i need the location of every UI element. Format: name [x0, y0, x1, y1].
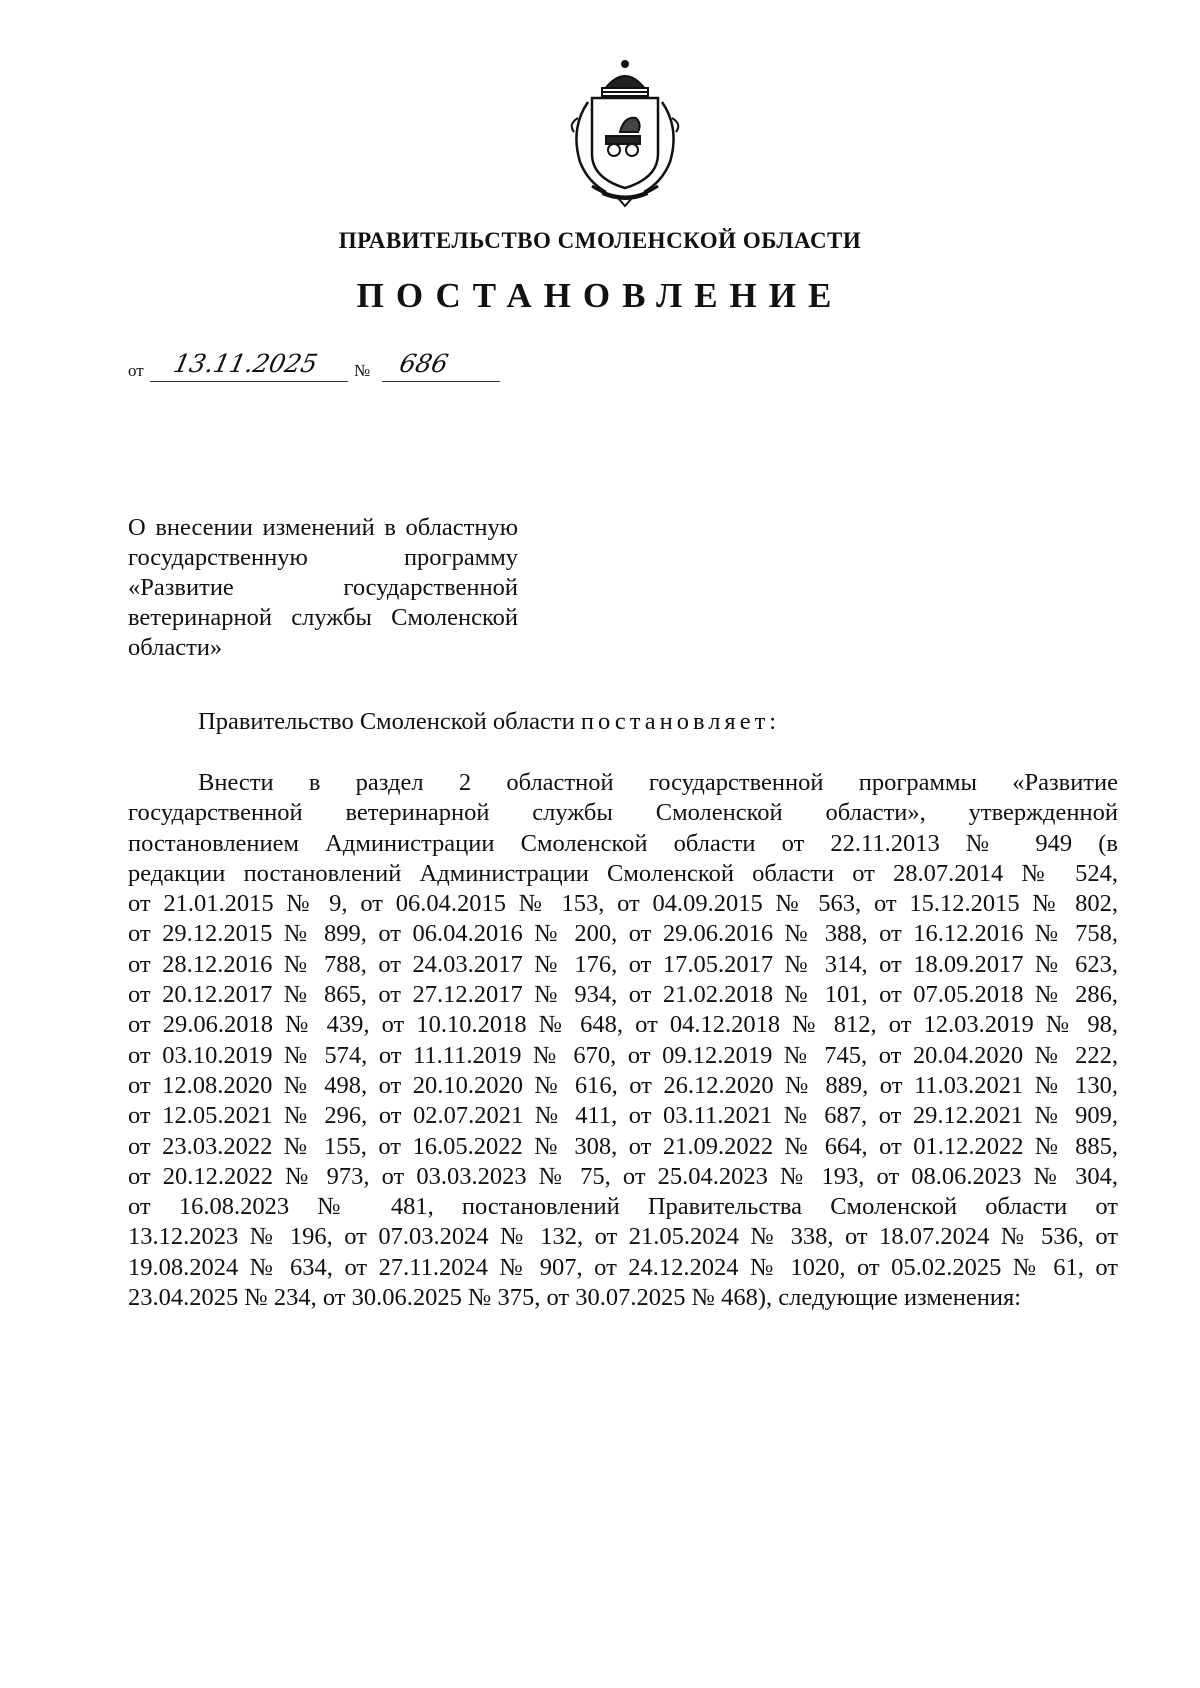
body-line: от 29.12.2015 № 899, от 06.04.2016 № 200, от 29.06.2016 № 388, от 16.12.2016 № 758, — [128, 920, 1118, 948]
body-line: от 23.03.2022 № 155, от 16.05.2022 № 308, от 21.09.2022 № 664, от 01.12.2022 № 885, — [128, 1132, 1118, 1160]
handwritten-number: 686 — [396, 349, 451, 378]
smolensk-coat-of-arms-icon — [562, 58, 688, 208]
body-line: Внести в раздел 2 областной государственной программы «Развитие — [198, 769, 1118, 796]
handwritten-date: 13.11.2025 — [170, 349, 321, 378]
from-label: от — [128, 361, 144, 380]
body-line: от 20.12.2017 № 865, от 27.12.2017 № 934, от 21.02.2018 № 101, от 07.05.2018 № 286, — [128, 981, 1118, 1009]
document-subject: О внесении изменений в областную государственную программу «Развитие государственной ветеринарной службы Смоленской области» — [128, 514, 518, 661]
body-line: от 29.06.2018 № 439, от 10.10.2018 № 648, от 04.12.2018 № 812, от 12.03.2019 № 98, — [128, 1011, 1118, 1039]
body-line: от 21.01.2015 № 9, от 06.04.2015 № 153, от 04.09.2015 № 563, от 15.12.2015 № 802, — [128, 890, 1118, 918]
body-line: от 03.10.2019 № 574, от 11.11.2019 № 670, от 09.12.2019 № 745, от 20.04.2020 № 222, — [128, 1041, 1118, 1069]
decree-verb: постановляет: — [580, 708, 781, 735]
number-label: № — [354, 361, 371, 380]
body-line: редакции постановлений Администрации Смоленской области от 28.07.2014 № 524, — [128, 859, 1118, 887]
organization-name: ПРАВИТЕЛЬСТВО СМОЛЕНСКОЙ ОБЛАСТИ — [338, 228, 862, 253]
document-type-title: ПОСТАНОВЛЕНИЕ — [356, 276, 844, 315]
body-line: 23.04.2025 № 234, от 30.06.2025 № 375, от 30.07.2025 № 468), следующие изменения: — [128, 1284, 1022, 1312]
body-line: 13.12.2023 № 196, от 07.03.2024 № 132, от 21.05.2024 № 338, от 18.07.2024 № 536, от — [128, 1223, 1118, 1251]
body-line: 19.08.2024 № 634, от 27.11.2024 № 907, от 24.12.2024 № 1020, от 05.02.2025 № 61, от — [128, 1253, 1118, 1281]
date-underline — [150, 381, 348, 382]
decree-statement — [198, 708, 780, 736]
body-line: от 12.08.2020 № 498, от 20.10.2020 № 616, от 26.12.2020 № 889, от 11.03.2021 № 130, — [128, 1071, 1118, 1099]
document-body — [128, 768, 1118, 1313]
number-underline — [382, 381, 500, 382]
date-number-line — [128, 349, 548, 383]
coat-of-arms-emblem — [562, 58, 688, 208]
decree-prefix: Правительство Смоленской области — [198, 708, 575, 735]
body-line: от 28.12.2016 № 788, от 24.03.2017 № 176, от 17.05.2017 № 314, от 18.09.2017 № 623, — [128, 950, 1118, 978]
body-line: государственной ветеринарной службы Смоленской области», утвержденной — [128, 799, 1118, 827]
body-line: от 16.08.2023 № 481, постановлений Правительства Смоленской области от — [128, 1193, 1118, 1221]
body-line: от 12.05.2021 № 296, от 02.07.2021 № 411, от 03.11.2021 № 687, от 29.12.2021 № 909, — [128, 1102, 1118, 1130]
body-line: постановлением Администрации Смоленской области от 22.11.2013 № 949 (в — [128, 829, 1118, 857]
body-line: от 20.12.2022 № 973, от 03.03.2023 № 75, от 25.04.2023 № 193, от 08.06.2023 № 304, — [128, 1162, 1118, 1190]
